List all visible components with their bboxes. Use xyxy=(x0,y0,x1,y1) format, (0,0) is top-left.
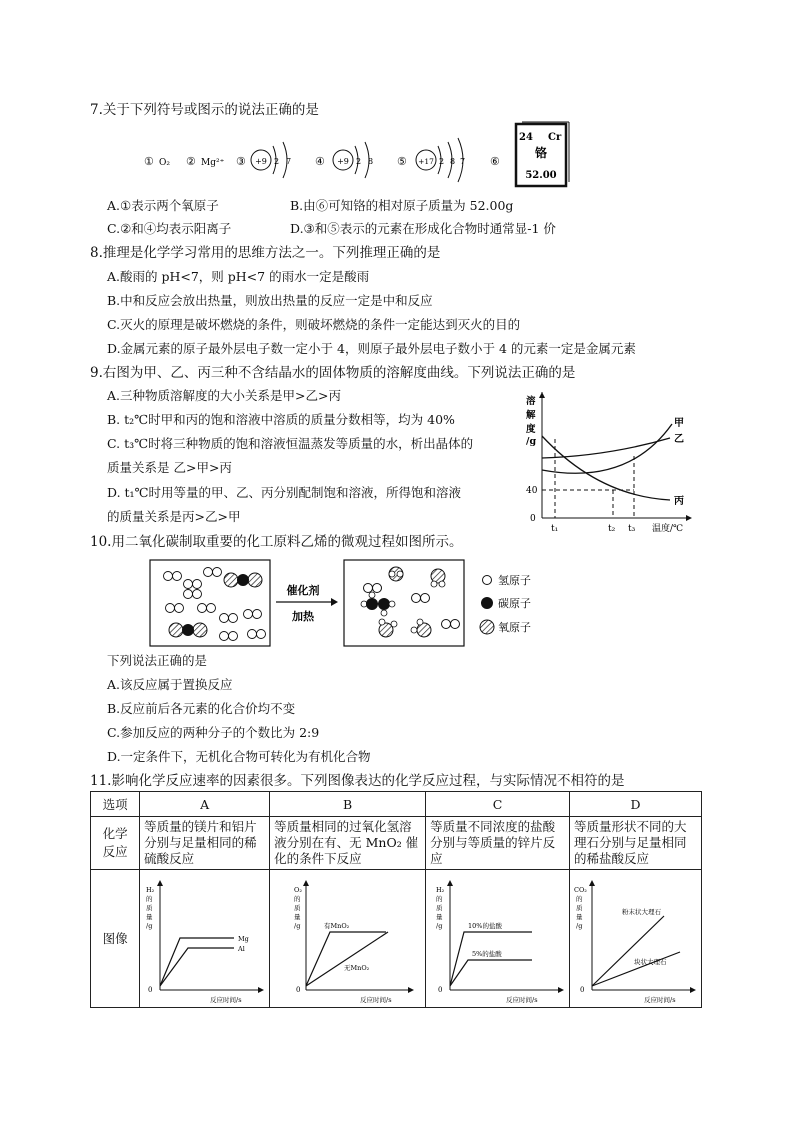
svg-text:的: 的 xyxy=(294,895,301,903)
element-card xyxy=(516,122,569,186)
graph-a xyxy=(140,870,268,1004)
svg-text:/g: /g xyxy=(294,922,301,930)
svg-text:粉末状大理石: 粉末状大理石 xyxy=(622,908,662,916)
q8-option-c: C.灭火的原理是破坏燃烧的条件，则破坏燃烧的条件一定能达到灭火的目的 xyxy=(107,317,521,332)
element-name: 铬 xyxy=(534,146,548,160)
svg-text:0: 0 xyxy=(438,986,443,994)
arrow-label-heat: 加热 xyxy=(292,610,314,623)
svg-text:量: 量 xyxy=(146,913,153,921)
atom-diagram-5 xyxy=(416,138,465,182)
micro-process-diagram xyxy=(148,558,568,652)
svg-text:无MnO₂: 无MnO₂ xyxy=(344,964,370,972)
atom3-e1: 2 xyxy=(274,157,280,166)
svg-text:H₂: H₂ xyxy=(436,886,445,894)
arrow-label-catalyst: 催化剂 xyxy=(286,584,320,597)
label-jia: 甲 xyxy=(674,418,684,429)
q10-option-d: D.一定条件下，无机化合物可转化为有机化合物 xyxy=(107,749,371,764)
label-bing: 丙 xyxy=(674,496,684,507)
symbol-1-num: ① xyxy=(144,155,154,168)
q7-option-a: A.①表示两个氧原子 xyxy=(107,198,219,213)
symbol-1-text: O₂ xyxy=(159,158,170,168)
q10-option-c: C.参加反应的两种分子的个数比为 2:9 xyxy=(107,725,320,740)
svg-text:/g: /g xyxy=(146,922,153,930)
q11-stem: 11.影响化学反应速率的因素很多。下列图像表达的化学反应过程，与实际情况不相符的是 xyxy=(90,773,625,789)
svg-text:反应时间/s: 反应时间/s xyxy=(210,996,242,1004)
header-d: D xyxy=(570,792,702,817)
q8-option-d: D.金属元素的原子最外层电子数一定小于 4，则原子最外层电子数小于 4 的元素一定是金属元素 xyxy=(107,341,636,356)
graph-d xyxy=(570,870,700,1004)
svg-text:Mg: Mg xyxy=(238,935,249,943)
q8-option-a: A.酸雨的 pH<7，则 pH<7 的雨水一定是酸雨 xyxy=(107,269,370,284)
header-c: C xyxy=(426,792,570,817)
q11-table xyxy=(90,791,702,1008)
atom4-e1: 2 xyxy=(356,157,362,166)
svg-text:0: 0 xyxy=(296,986,301,994)
tick-t3: t₃ xyxy=(628,524,636,534)
element-symbol: Cr xyxy=(548,132,562,143)
q9-option-d2: 的质量关系是丙>乙>甲 xyxy=(107,509,241,524)
q7-option-b: B.由⑥可知铬的相对原子质量为 52.00g xyxy=(290,198,514,213)
legend-hydrogen: 氢原子 xyxy=(498,574,531,587)
svg-text:量: 量 xyxy=(436,913,443,921)
q7-option-c: C.②和④均表示阳离子 xyxy=(107,221,232,236)
chart-ylabel-1: 溶 xyxy=(526,396,536,407)
symbol-4-num: ④ xyxy=(315,155,325,168)
header-option: 选项 xyxy=(91,792,140,817)
chart-ylabel-4: /g xyxy=(526,436,537,447)
svg-text:的: 的 xyxy=(146,895,153,903)
chart-ylabel-2: 解 xyxy=(526,410,536,421)
chart-xlabel: 温度/℃ xyxy=(652,524,684,534)
atom4-nucleus: +9 xyxy=(337,157,349,166)
svg-text:反应时间/s: 反应时间/s xyxy=(644,996,676,1004)
atom3-e2: 7 xyxy=(286,157,292,166)
element-mass: 52.00 xyxy=(525,170,557,181)
symbol-2-num: ② xyxy=(186,155,196,168)
graph-b xyxy=(270,870,424,1004)
reaction-c: 等质量不同浓度的盐酸分别与等质量的锌片反应 xyxy=(426,817,570,870)
graph-c xyxy=(426,870,568,1004)
reaction-a: 等质量的镁片和铝片分别与足量相同的稀硫酸反应 xyxy=(140,817,270,870)
symbol-2-text: Mg²⁺ xyxy=(201,158,225,168)
q10-option-b: B.反应前后各元素的化合价均不变 xyxy=(107,701,296,716)
symbol-5-num: ⑤ xyxy=(397,155,407,168)
q9-option-c2: 质量关系是 乙>甲>丙 xyxy=(107,460,232,475)
graph-d-cell xyxy=(570,870,702,1008)
symbol-3-num: ③ xyxy=(236,155,246,168)
svg-text:的: 的 xyxy=(576,895,583,903)
q10-option-a: A.该反应属于置换反应 xyxy=(107,677,233,692)
symbol-6-num: ⑥ xyxy=(490,155,500,168)
svg-text:的: 的 xyxy=(436,895,443,903)
q7-option-d: D.③和⑤表示的元素在形成化合物时通常显-1 价 xyxy=(290,221,556,236)
q9-option-d1: D. t₁℃时用等量的甲、乙、丙分别配制饱和溶液，所得饱和溶液 xyxy=(107,485,462,500)
graph-c-cell xyxy=(426,870,570,1008)
legend-oxygen: 氧原子 xyxy=(498,621,531,634)
q9-option-a: A.三种物质溶解度的大小关系是甲>乙>丙 xyxy=(107,388,341,403)
graph-b-cell xyxy=(270,870,426,1008)
q9-stem: 9.右图为甲、乙、丙三种不含结晶水的固体物质的溶解度曲线。下列说法正确的是 xyxy=(90,365,576,381)
q7-stem: 7.关于下列符号或图示的说法正确的是 xyxy=(90,102,319,118)
svg-text:CO₂: CO₂ xyxy=(574,886,587,894)
svg-text:量: 量 xyxy=(294,913,301,921)
svg-text:/g: /g xyxy=(576,922,583,930)
header-a: A xyxy=(140,792,270,817)
atom5-e3: 7 xyxy=(460,157,466,166)
row-head-graph: 图像 xyxy=(91,870,140,1008)
chart-y40: 40 xyxy=(526,486,538,496)
svg-text:反应时间/s: 反应时间/s xyxy=(360,996,392,1004)
svg-text:反应时间/s: 反应时间/s xyxy=(506,996,538,1004)
svg-text:质: 质 xyxy=(436,904,443,912)
atom3-nucleus: +9 xyxy=(255,157,267,166)
q8-stem: 8.推理是化学学习常用的思维方法之一。下列推理正确的是 xyxy=(90,245,441,261)
reaction-d: 等质量形状不同的大理石分别与足量相同的稀盐酸反应 xyxy=(570,817,702,870)
atom5-nucleus: +17 xyxy=(418,157,434,166)
curve-jia xyxy=(542,424,672,473)
svg-text:Al: Al xyxy=(238,945,245,953)
tick-t2: t₂ xyxy=(608,524,616,534)
atom5-e2: 8 xyxy=(450,157,456,166)
svg-text:H₂: H₂ xyxy=(146,886,155,894)
q7-symbols-figure xyxy=(140,120,570,196)
svg-text:/g: /g xyxy=(436,922,443,930)
chart-ylabel-3: 度 xyxy=(526,424,536,435)
q8-option-b: B.中和反应会放出热量，则放出热量的反应一定是中和反应 xyxy=(107,293,433,308)
svg-text:质: 质 xyxy=(294,904,301,912)
svg-text:5%的盐酸: 5%的盐酸 xyxy=(472,950,502,958)
legend-carbon: 碳原子 xyxy=(498,597,531,610)
svg-text:有MnO₂: 有MnO₂ xyxy=(324,922,350,930)
atom-diagram-4 xyxy=(333,142,373,178)
row-head-reaction: 化学反应 xyxy=(91,817,140,870)
svg-text:0: 0 xyxy=(580,986,585,994)
atom-diagram-3 xyxy=(251,142,291,178)
q10-sub-stem: 下列说法正确的是 xyxy=(107,653,208,668)
chart-origin: 0 xyxy=(530,514,536,524)
svg-text:O₂: O₂ xyxy=(294,886,303,894)
svg-text:块状大理石: 块状大理石 xyxy=(634,958,667,966)
q10-stem: 10.用二氧化碳制取重要的化工原料乙烯的微观过程如图所示。 xyxy=(90,534,463,550)
atom5-e1: 2 xyxy=(439,157,445,166)
graph-a-cell xyxy=(140,870,270,1008)
atom4-e2: 8 xyxy=(368,157,374,166)
q9-option-b: B. t₂℃时甲和丙的饱和溶液中溶质的质量分数相等，均为 40% xyxy=(107,412,455,427)
reaction-b: 等质量相同的过氧化氢溶液分别在有、无 MnO₂ 催化的条件下反应 xyxy=(270,817,426,870)
header-b: B xyxy=(270,792,426,817)
svg-text:质: 质 xyxy=(146,904,153,912)
svg-text:10%的盐酸: 10%的盐酸 xyxy=(468,922,503,930)
tick-t1: t₁ xyxy=(551,524,559,534)
svg-text:质: 质 xyxy=(576,904,583,912)
label-yi: 乙 xyxy=(674,434,684,445)
q9-option-c1: C. t₃℃时将三种物质的饱和溶液恒温蒸发等质量的水，析出晶体的 xyxy=(107,436,474,451)
element-number: 24 xyxy=(519,132,533,143)
svg-text:量: 量 xyxy=(576,913,583,921)
solubility-chart xyxy=(518,386,698,538)
svg-text:0: 0 xyxy=(148,986,153,994)
